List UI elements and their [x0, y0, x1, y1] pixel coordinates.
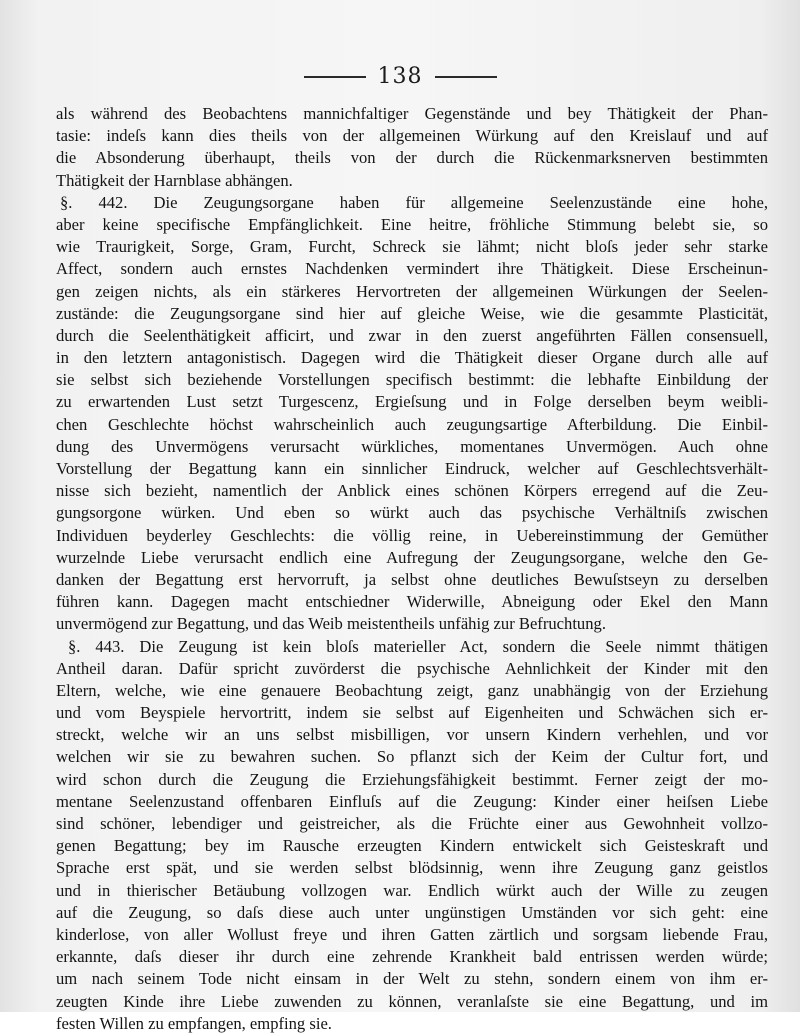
body-text — [56, 103, 768, 1035]
text-line: unvermögend zur Begattung, und das Weib meistentheils unfähig zur Befruchtung. — [56, 614, 606, 634]
text-line: die Absonderung überhaupt, theils von der durch die Rückenmarksnerven bestimmten — [56, 148, 768, 168]
paragraph-443-start: §. 443. Die Zeugung ist kein bloſs materieller Act, sondern die Seele nimmt thätigen — [68, 636, 768, 656]
text-line: durch die Seelenthätigkeit afficirt, und zwar in den zuerst angeführten Fällen consensuell, — [56, 325, 768, 345]
text-line: gen zeigen nichts, als ein stärkeres Hervortreten der allgemeinen Würkungen der Seelen- — [56, 281, 768, 301]
header-rule-left — [304, 76, 366, 78]
text-line: wurzelnde Liebe verursacht endlich eine Aufregung der Zeugungsorgane, welche den Ge- — [56, 547, 768, 567]
text-line: erkannte, daſs dieser ihr durch eine zehrende Krankheit bald entrissen werden würde; — [56, 947, 768, 967]
text-line: chen Geschlechte höchst wahrscheinlich auch zeugungsartige Afterbildung. Die Einbil- — [56, 414, 768, 434]
text-line: führen kann. Dagegen macht entschiedner Widerwille, Abneigung oder Ekel den Mann — [56, 592, 768, 612]
text-line: Affect, sondern auch ernstes Nachdenken vermindert ihre Thätigkeit. Diese Erscheinun- — [56, 259, 768, 279]
text-line: Antheil daran. Dafür spricht zuvörderst die psychische Aehnlichkeit der Kinder mit den — [56, 658, 768, 678]
text-line: sie selbst sich beziehende Vorstellungen specifisch bestimmt: die lebhafte Einbildung der — [56, 370, 768, 390]
text-line: Sprache erst spät, und sie werden selbst blödsinnig, wenn ihre Zeugung ganz geistlos — [56, 858, 768, 878]
text-line: welchen wir sie zu bewahren suchen. So pflanzt sich der Keim der Cultur fort, und — [56, 747, 768, 767]
text-line: Individuen beyderley Geschlechts: die völlig reine, in Uebereinstimmung der Gemüther — [56, 525, 768, 545]
text-line: tasie: indeſs kann dies theils von der allgemeinen Würkung auf den Kreislauf und auf — [56, 126, 768, 146]
text-line: zu erwartenden Lust setzt Turgescenz, Ergieſsung und in Folge derselben beym weibli- — [56, 392, 768, 412]
text-line: Vorstellung der Begattung kann ein sinnlicher Eindruck, welcher auf Geschlechtsverhält- — [56, 459, 768, 478]
text-line: genen Begattung; bey im Rausche erzeugten Kindern entwickelt sich Geisteskraft und — [56, 836, 768, 856]
text-line: wird schon durch die Zeugung die Erziehungsfähigkeit bestimmt. Ferner zeigt der mo- — [56, 769, 768, 789]
text-line: zustände: die Zeugungsorgane sind hier auf gleiche Weise, wie die gesammte Plasticität, — [56, 303, 768, 323]
text-line: zeugten Kinde ihre Liebe zuwenden zu können, veranlaſste sie eine Begattung, und im — [56, 991, 768, 1011]
text-line: um nach seinem Tode nicht einsam in der Welt zu stehn, sondern einem von ihm er- — [56, 969, 768, 989]
text-line: nisse sich bezieht, namentlich der Anblick eines schönen Körpers erregend auf die Zeu- — [56, 481, 768, 501]
text-line: und in thierischer Betäubung vollzogen war. Endlich würkt auch der Wille zu zeugen — [56, 880, 768, 900]
text-line: wie Traurigkeit, Sorge, Gram, Furcht, Schreck sie lähmt; nicht bloſs jeder sehr starke — [56, 237, 768, 257]
text-line: sind schöner, lebendiger und geistreicher, als die Früchte einer aus Gewohnheit vollzo- — [56, 814, 768, 833]
text-line: in den letztern antagonistisch. Dagegen wird die Thätigkeit dieser Organe durch alle auf — [56, 348, 768, 368]
text-line: streckt, welche wir an uns selbst misbilligen, vor unsern Kindern verhehlen, und vor — [56, 725, 768, 745]
page-number: 138 — [377, 64, 423, 89]
text-line: festen Willen zu empfangen, empfing sie. — [56, 1013, 332, 1033]
paragraph-442-start: §. 442. Die Zeugungsorgane haben für allgemeine Seelenzustände eine hohe, — [60, 192, 768, 212]
text-line: mentane Seelenzustand offenbaren Einfluſs auf die Zeugung: Kinder einer heiſsen Liebe — [56, 791, 768, 811]
text-line: und vom Beyspiele hervortritt, indem sie selbst auf Eigenheiten und Schwächen sich er- — [56, 703, 768, 723]
header-rule-right — [435, 76, 497, 78]
text-line: als während des Beobachtens mannichfaltiger Gegenstände und bey Thätigkeit der Phan- — [56, 104, 768, 123]
text-line: Eltern, welche, wie eine genauere Beobachtung zeigt, ganz unabhängig von der Erziehung — [56, 680, 768, 700]
text-line: kinderlose, von aller Wollust freye und ihren Gatten zärtlich und sorgsam liebende Frau, — [56, 924, 768, 944]
text-line: dung des Unvermögens verursacht würkliches, momentanes Unvermögen. Auch ohne — [56, 436, 768, 456]
text-line: gungsorgone würken. Und eben so würkt auch das psychische Verhältniſs zwischen — [56, 503, 768, 523]
page-header — [0, 64, 800, 89]
text-line: danken der Begattung erst hervorruft, ja selbst ohne deutliches Bewuſstseyn zu derselben — [56, 569, 768, 589]
text-line: aber keine specifische Empfänglichkeit. Eine heitre, fröhliche Stimmung belebt sie, so — [56, 214, 768, 234]
text-line: Thätigkeit der Harnblase abhängen. — [56, 170, 293, 190]
text-line: auf die Zeugung, so daſs diese auch unter ungünstigen Umständen vor sich geht: eine — [56, 902, 768, 922]
